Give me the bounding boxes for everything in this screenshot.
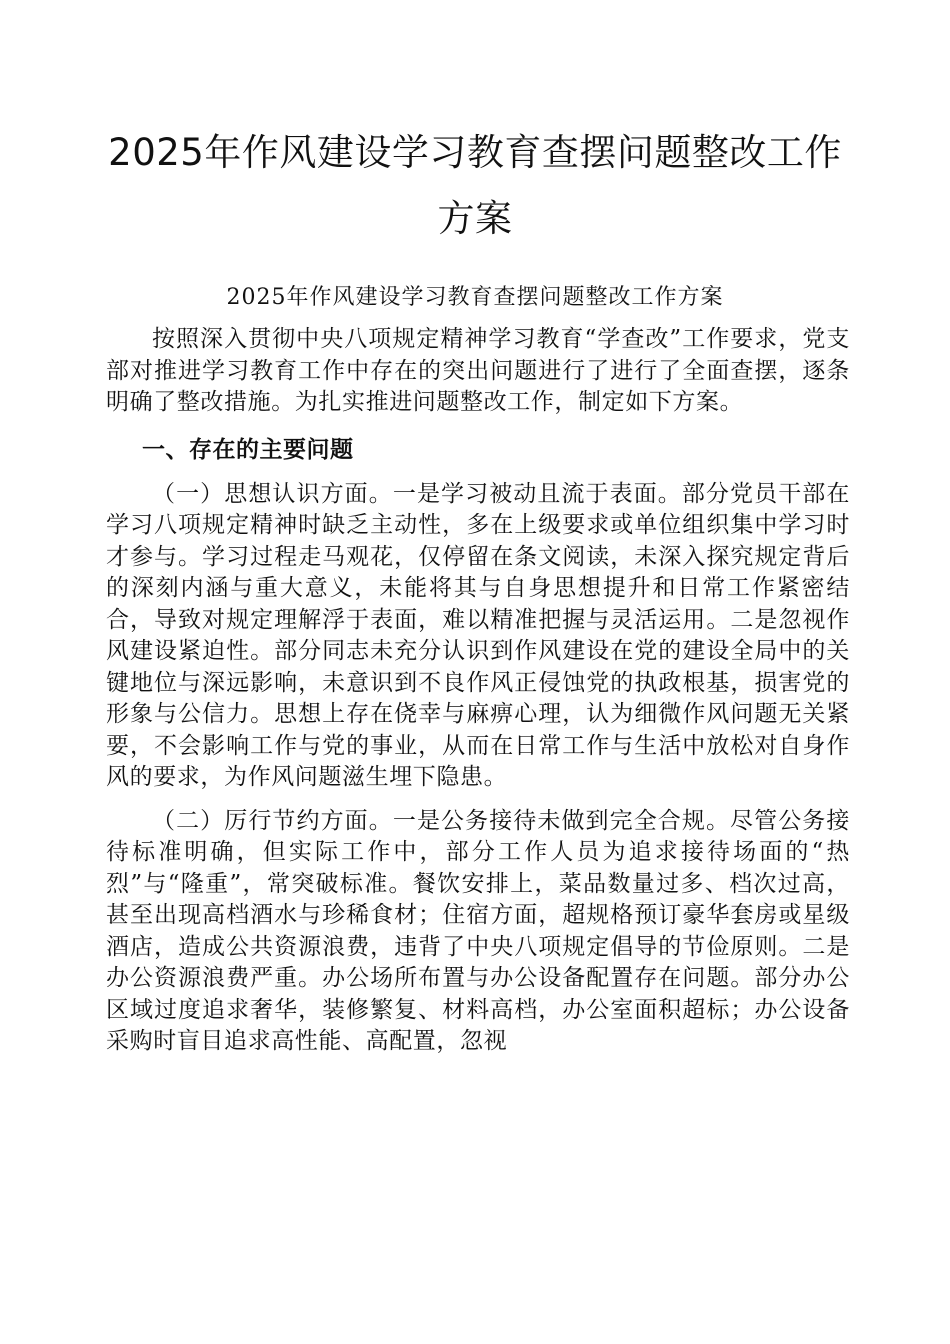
document-title: 2025年作风建设学习教育查摆问题整改工作方案 [108,131,842,240]
document-subtitle: 2025年作风建设学习教育查摆问题整改工作方案 [226,285,724,310]
paragraph-thought: （一）思想认识方面。一是学习被动且流于表面。部分党员干部在学习八项规定精神时缺乏主动性，多在上级要求或单位组织集中学习时才参与。学习过程走马观花，仅停留在条文阅读，未深入探究规定背后的深刻内涵与重大意义，未能将其与自身思想提升和日常工作紧密结合，导致对规定理解浮于表面，难以精准把握与灵活运用。二是忽视作风建设紧迫性。部分同志未充分认识到作风建设在党的建设全局中的关键地位与深远影响，未意识到不良作风正侵蚀党的执政根基，损害党的形象与公信力。思想上存在侥幸与麻痹心理，认为细微作风问题无关紧要，不会影响工作与党的事业，从而在日常工作与生活中放松对自身作风的要求，为作风问题滋生埋下隐患。 [106,480,850,790]
document-body [106,324,850,1070]
paragraph-frugality: （二）厉行节约方面。一是公务接待未做到完全合规。尽管公务接待标准明确，但实际工作中，部分工作人员为追求接待场面的“热烈”与“隆重”，常突破标准。餐饮安排上，菜品数量过多、档次过高，甚至出现高档酒水与珍稀食材；住宿方面，超规格预订豪华套房或星级酒店，造成公共资源浪费，违背了中央八项规定倡导的节俭原则。二是办公资源浪费严重。办公场所布置与办公设备配置存在问题。部分办公区域过度追求奢华，装修繁复、材料高档，办公室面积超标；办公设备采购时盲目追求高性能、高配置，忽视 [106,807,850,1054]
intro-paragraph: 按照深入贯彻中央八项规定精神学习教育“学查改”工作要求，党支部对推进学习教育工作中存在的突出问题进行了进行了全面查摆，逐条明确了整改措施。为扎实推进问题整改工作，制定如下方案。 [106,326,850,415]
section-heading: 一、存在的主要问题 [142,436,354,463]
